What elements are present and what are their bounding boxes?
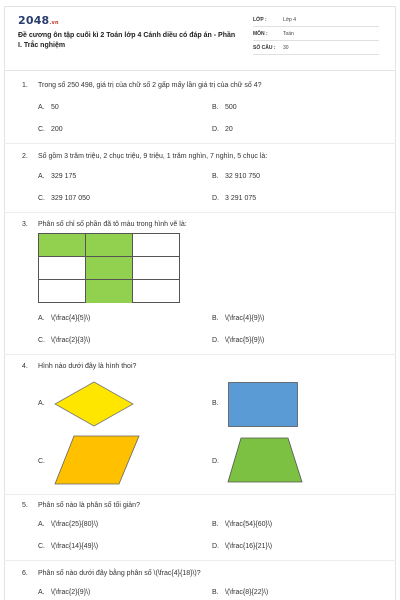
option-2b[interactable]: B. 32 910 750 xyxy=(212,173,261,180)
option-5c[interactable]: C. \(\frac{14}{49}\) xyxy=(38,543,99,550)
question-1: 1. Trong số 250 498, giá trị của chữ số 2 gấp mấy lần giá trị của chữ số 4? xyxy=(22,82,262,89)
option-4d[interactable]: D. xyxy=(212,458,219,465)
option-1a[interactable]: A. 50 xyxy=(38,104,59,111)
option-5d[interactable]: D. \(\frac{16}{21}\) xyxy=(212,543,273,550)
option-2d[interactable]: D. 3 291 075 xyxy=(212,195,257,202)
grid-cell xyxy=(133,280,180,303)
grid-cell-shaded xyxy=(86,234,133,257)
meta-question-count: SỐ CÂU : 30 xyxy=(253,42,379,55)
option-6a[interactable]: A. \(\frac{2}{9}\) xyxy=(38,589,91,596)
option-4c[interactable]: C. xyxy=(38,458,45,465)
question-6: 6. Phân số nào dưới đây bằng phân số \(\frac{4}{18}\)? xyxy=(22,570,201,577)
question-divider xyxy=(4,212,396,213)
option-1c[interactable]: C. 200 xyxy=(38,126,63,133)
rectangle-shape xyxy=(228,382,298,427)
option-5b[interactable]: B. \(\frac{54}{60}\) xyxy=(212,521,273,528)
option-5a[interactable]: A. \(\frac{25}{80}\) xyxy=(38,521,99,528)
rhombus-shape xyxy=(54,381,134,427)
option-3b[interactable]: B. \(\frac{4}{9}\) xyxy=(212,315,265,322)
option-4b[interactable]: B. xyxy=(212,400,219,407)
grid-cell-shaded xyxy=(86,280,133,303)
option-3a[interactable]: A. \(\frac{4}{5}\) xyxy=(38,315,91,322)
question-4: 4. Hình nào dưới đây là hình thoi? xyxy=(22,363,137,370)
question-divider xyxy=(4,560,396,561)
option-2c[interactable]: C. 329 107 050 xyxy=(38,195,90,202)
grid-cell xyxy=(39,280,86,303)
grid-cell xyxy=(133,257,180,280)
option-3d[interactable]: D. \(\frac{5}{9}\) xyxy=(212,337,265,344)
document-title: Đề cương ôn tập cuối kì 2 Toán lớp 4 Cánh diều có đáp án - Phần I. Trắc nghiệm xyxy=(18,32,236,49)
grid-cell xyxy=(39,257,86,280)
trapezoid-shape xyxy=(227,437,303,483)
option-4a[interactable]: A. xyxy=(38,400,45,407)
parallelogram-shape xyxy=(54,435,140,485)
option-3c[interactable]: C. \(\frac{2}{3}\) xyxy=(38,337,91,344)
meta-grade: LỚP : Lớp 4 xyxy=(253,14,379,27)
question-divider xyxy=(4,143,396,144)
grid-cell-shaded xyxy=(39,234,86,257)
option-1d[interactable]: D. 20 xyxy=(212,126,233,133)
meta-subject: MÔN : Toán xyxy=(253,28,379,41)
document-page xyxy=(4,6,396,600)
question-divider xyxy=(4,354,396,355)
header-divider xyxy=(4,70,396,71)
site-logo[interactable]: 2048.vn xyxy=(18,14,59,27)
question-2: 2. Số gồm 3 trăm triệu, 2 chục triệu, 9 triệu, 1 trăm nghìn, 7 nghìn, 5 chục là: xyxy=(22,153,268,160)
grid-cell-shaded xyxy=(86,257,133,280)
grid-cell xyxy=(133,234,180,257)
fraction-grid-figure xyxy=(38,233,180,303)
option-1b[interactable]: B. 500 xyxy=(212,104,237,111)
question-5: 5. Phân số nào là phân số tối giản? xyxy=(22,502,140,509)
option-6b[interactable]: B. \(\frac{8}{22}\) xyxy=(212,589,269,596)
option-2a[interactable]: A. 329 175 xyxy=(38,173,77,180)
question-divider xyxy=(4,494,396,495)
question-3: 3. Phân số chỉ số phần đã tô màu trong hình vẽ là: xyxy=(22,221,187,228)
